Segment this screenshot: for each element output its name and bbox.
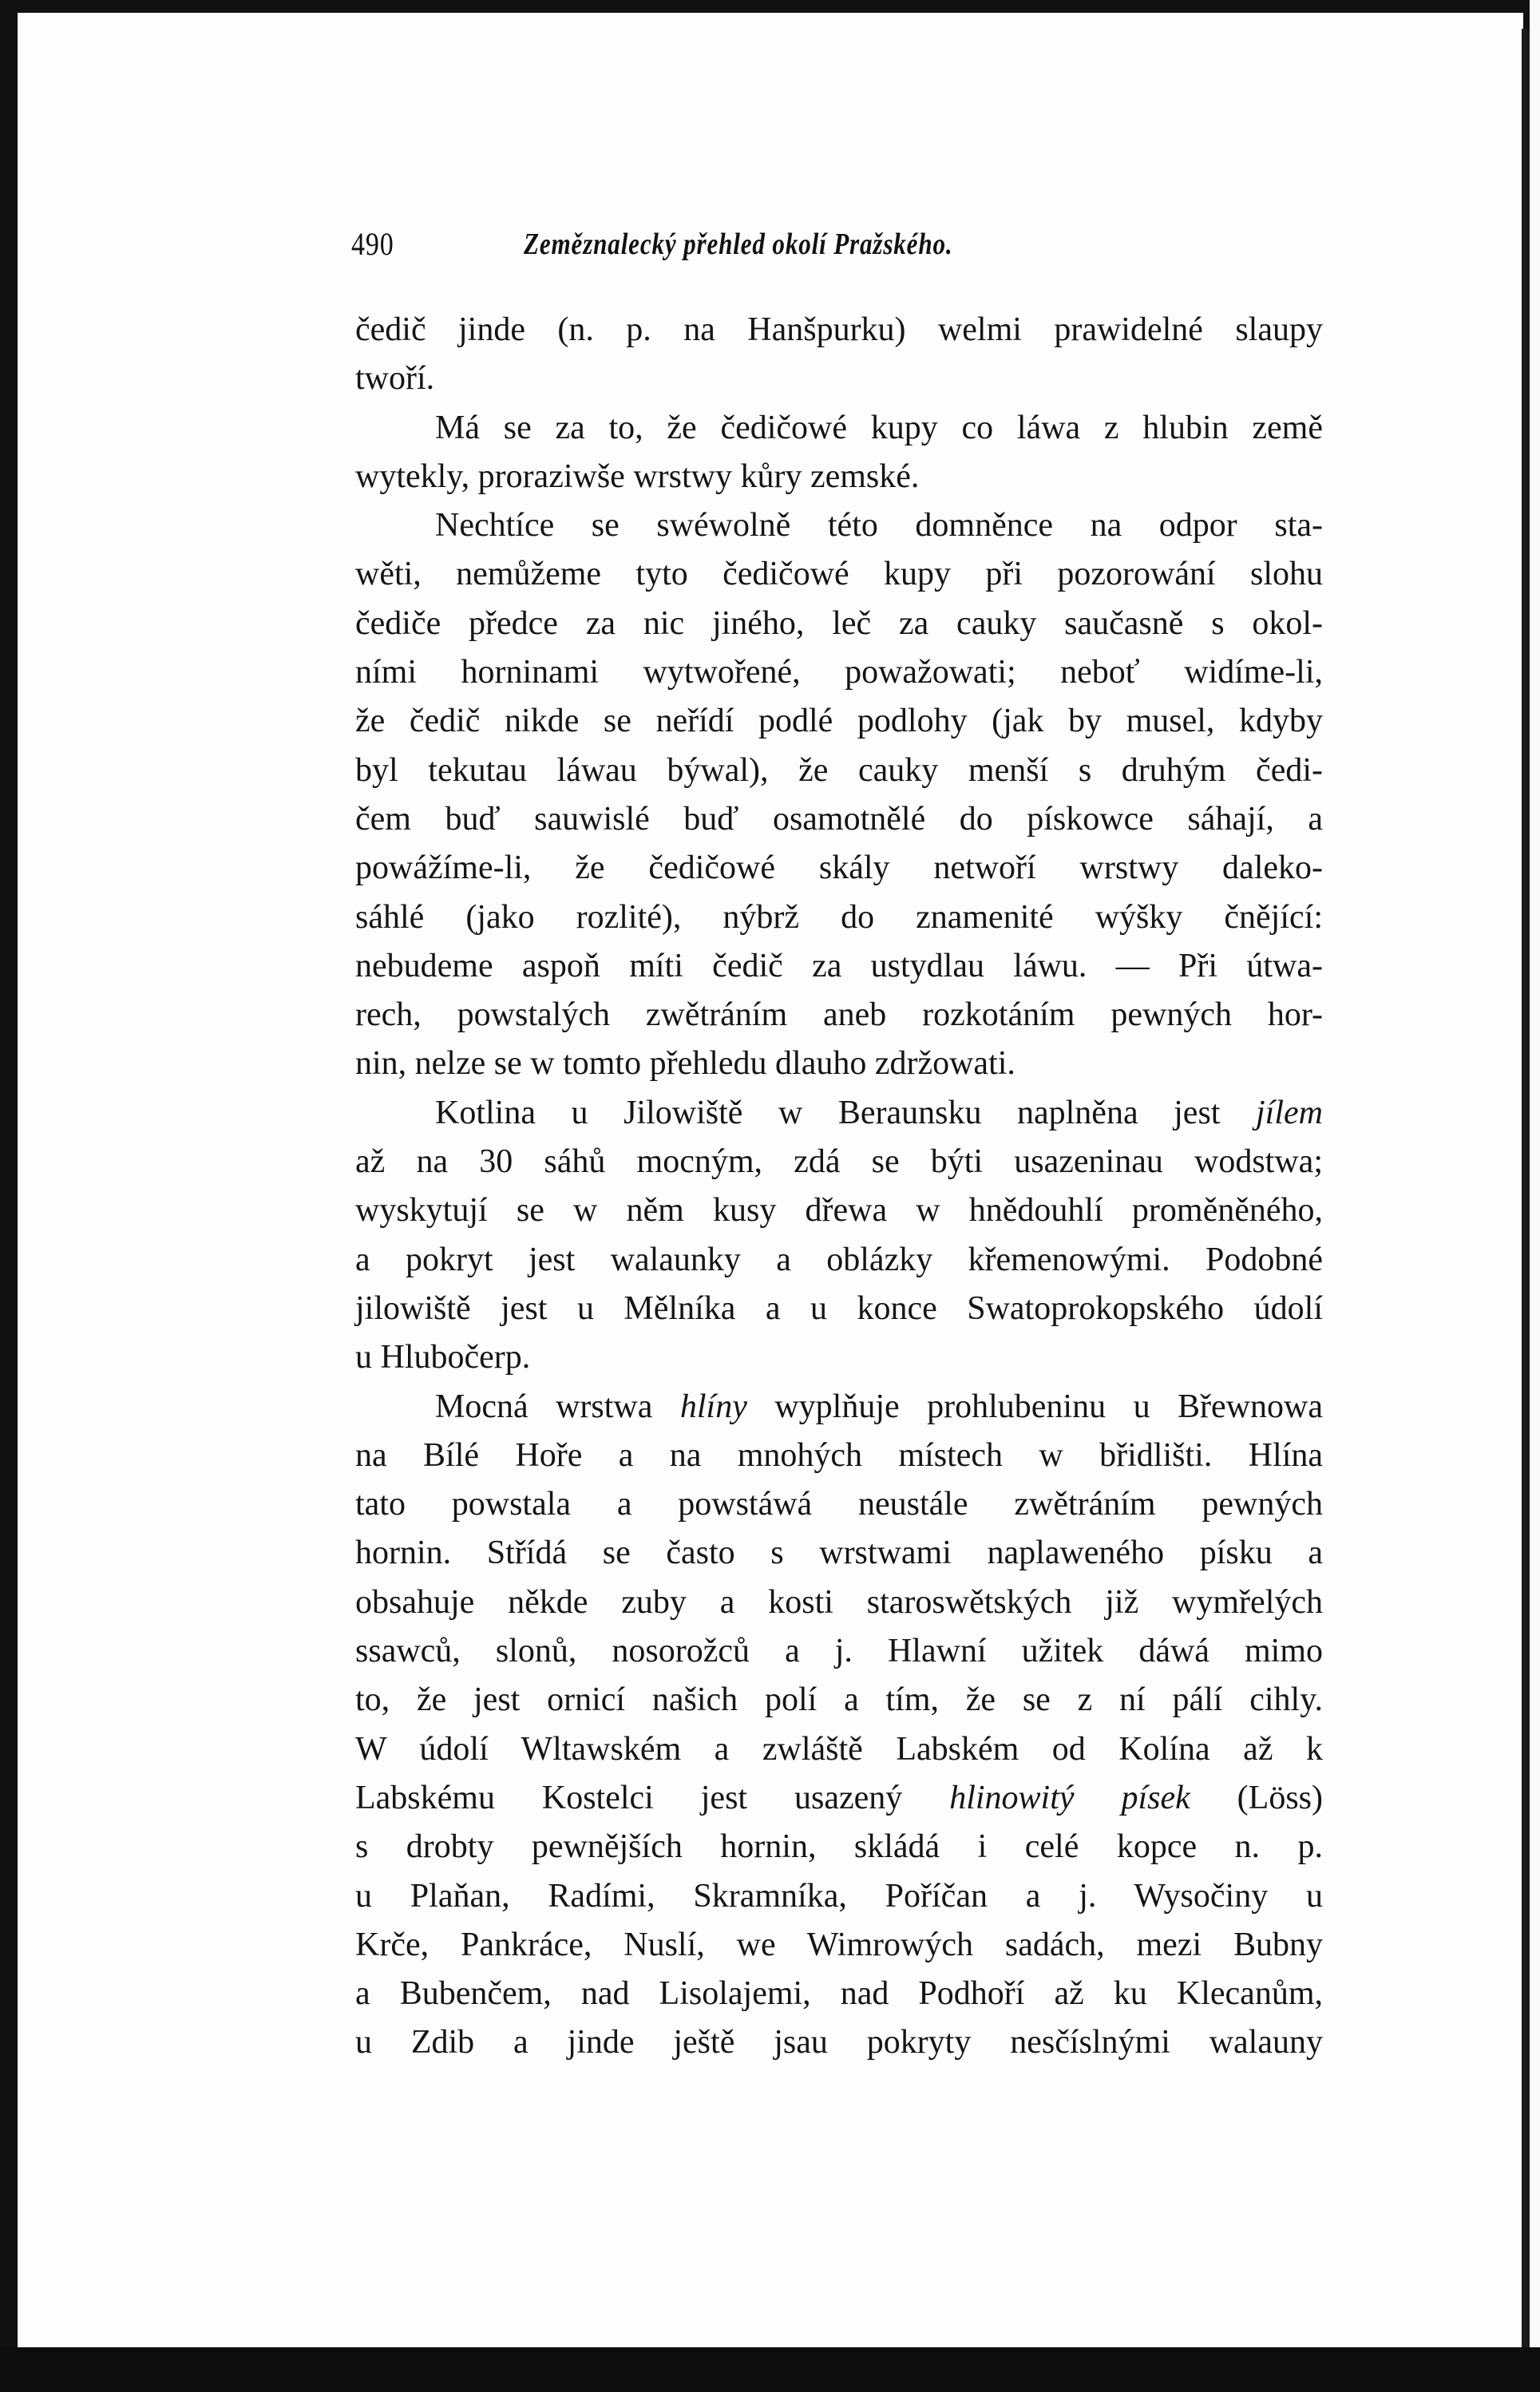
text-line — [355, 1627, 1323, 1676]
text-line-content: a pokryt jest walaunky a oblázky křemenowými. Podobné — [355, 1241, 1323, 1278]
text-line-content: Má se za to, že čedičowé kupy co láwa z hlubin země — [435, 409, 1323, 446]
text-line — [355, 1529, 1323, 1578]
text-line-content: u Zdib a jinde ještě jsau pokryty nesčíslnými walauny — [355, 2024, 1323, 2061]
text-line — [355, 1676, 1323, 1725]
text-line-content: hornin. Střídá se často s wrstwami naplaweného písku a — [355, 1535, 1323, 1572]
text-line-content: jilowiště jest u Mělníka a u konce Swatoprokopského údolí — [355, 1289, 1323, 1327]
text-line-content: Mocná wrstwa hlíny wyplňuje prohlubeninu u Břewnowa — [435, 1388, 1323, 1425]
text-line-content: wytekly, proraziwše wrstwy kůry zemské. — [355, 457, 920, 495]
text-line-content: Kotlina u Jilowiště w Beraunsku naplněna jest jílem — [435, 1094, 1323, 1131]
text-line-content: twoří. — [355, 360, 435, 398]
emphasized-term: jílem — [1256, 1094, 1323, 1131]
text-line-content: nebudeme aspoň míti čedič za ustydlau láwu. — Při útwa- — [355, 947, 1323, 984]
text-line — [355, 1774, 1323, 1823]
text-line-content: ssawců, slonů, nosorožců a j. Hlawní užitek dáwá mimo — [355, 1633, 1323, 1670]
text-line-content: že čedič nikde se neřídí podlé podlohy (jak by musel, kdyby — [355, 703, 1323, 740]
text-line-content: obsahuje někde zuby a kosti staroswětských již wymřelých — [355, 1583, 1323, 1621]
text-line-content: čedič jinde (n. p. na Hanšpurku) welmi prawidelné slaupy — [355, 311, 1323, 348]
text-line — [355, 1725, 1323, 1774]
text-line — [355, 1432, 1323, 1480]
scan-bottom-border — [0, 2347, 1540, 2392]
text-line — [355, 1383, 1323, 1432]
text-line-content: wěti, nemůžeme tyto čedičowé kupy při pozorowání slohu — [355, 556, 1323, 593]
text-line — [355, 1872, 1323, 1921]
text-line-content: nin, nelze se w tomto přehledu dlauho zdržowati. — [355, 1045, 1015, 1083]
text-line — [355, 697, 1323, 746]
text-line — [355, 1921, 1323, 1970]
text-line-content: rech, powstalých zwětráním aneb rozkotáním pewných hor- — [355, 996, 1323, 1034]
text-line-content: wyskytují se w něm kusy dřewa w hnědouhlí proměněného, — [355, 1192, 1323, 1230]
text-line — [355, 1236, 1323, 1285]
text-line-content: u Hlubočerp. — [355, 1339, 531, 1376]
running-title: Zeměznalecký přehled okolí Pražského. — [524, 228, 953, 261]
page-number: 490 — [351, 226, 394, 262]
text-line — [355, 306, 1323, 354]
text-line-content: byl tekutau láwau býwal), že cauky menší s druhým čedi- — [355, 751, 1323, 789]
body-text — [355, 306, 1323, 2068]
text-line-content: ními horninami wytwořené, powažowati; neboť widíme-li, — [355, 654, 1323, 691]
text-line-content: Nechtíce se swéwolně této domněnce na odpor sta- — [435, 507, 1323, 545]
text-line — [355, 2018, 1323, 2067]
text-line — [355, 991, 1323, 1040]
text-line — [355, 795, 1323, 844]
text-line-content: tato powstala a powstáwá neustále zwětráním pewných — [355, 1486, 1323, 1523]
text-line — [355, 942, 1323, 991]
text-line — [355, 1186, 1323, 1235]
text-line — [355, 1480, 1323, 1529]
text-line — [355, 453, 1323, 501]
text-line-content: powážíme-li, že čedičowé skály netwoří wrstwy daleko- — [355, 849, 1323, 887]
text-line-content: Labskému Kostelci jest usazený hlinowitý písek (Löss) — [355, 1779, 1324, 1816]
text-line-content: až na 30 sáhů mocným, zdá se býti usazeninau wodstwa; — [355, 1143, 1323, 1181]
text-line — [355, 550, 1323, 599]
emphasized-term: hlinowitý písek — [949, 1779, 1190, 1816]
text-line-content: s drobty pewnějších hornin, skládá i celé kopce n. p. — [355, 1828, 1323, 1866]
text-line-content: na Bílé Hoře a na mnohých místech w břidlišti. Hlína — [355, 1436, 1323, 1474]
text-line — [355, 1333, 1323, 1382]
text-line — [355, 893, 1323, 942]
text-line-content: sáhlé (jako rozlité), nýbrž do znamenité wýšky čnějící: — [355, 898, 1323, 936]
text-line-content: to, že jest ornicí našich polí a tím, že se z ní pálí cihly. — [355, 1681, 1323, 1719]
text-line-content: Krče, Pankráce, Nuslí, we Wimrowých sadách, mezi Bubny — [355, 1926, 1323, 1963]
text-line — [355, 1089, 1323, 1138]
scan-right-margin — [1530, 0, 1540, 2392]
text-line — [355, 1578, 1323, 1627]
text-line — [355, 747, 1323, 795]
text-line-content: W údolí Wltawském a zwláště Labském od Kolína až k — [355, 1730, 1323, 1768]
text-line — [355, 648, 1323, 697]
emphasized-term: hlíny — [679, 1388, 747, 1425]
text-line — [355, 844, 1323, 893]
text-line — [355, 404, 1323, 453]
text-line — [355, 354, 1323, 403]
text-line-content: u Plaňan, Radími, Skramníka, Poříčan a j. Wysočiny u — [355, 1877, 1323, 1915]
text-line-content: čem buď sauwislé buď osamotnělé do pískowce sáhají, a — [355, 800, 1323, 838]
text-line — [355, 1285, 1323, 1333]
text-line-content: a Bubenčem, nad Lisolajemi, nad Podhoří až ku Klecanům, — [355, 1975, 1323, 2013]
text-line — [355, 1970, 1323, 2018]
text-line — [355, 501, 1323, 550]
text-line-content: čediče předce za nic jiného, leč za cauky saučasně s okol- — [355, 604, 1323, 642]
text-line — [355, 1823, 1323, 1871]
scan-right-border — [1522, 29, 1530, 2360]
text-line — [355, 600, 1323, 648]
text-line — [355, 1138, 1323, 1186]
page-header — [351, 225, 1325, 265]
text-line — [355, 1040, 1323, 1088]
